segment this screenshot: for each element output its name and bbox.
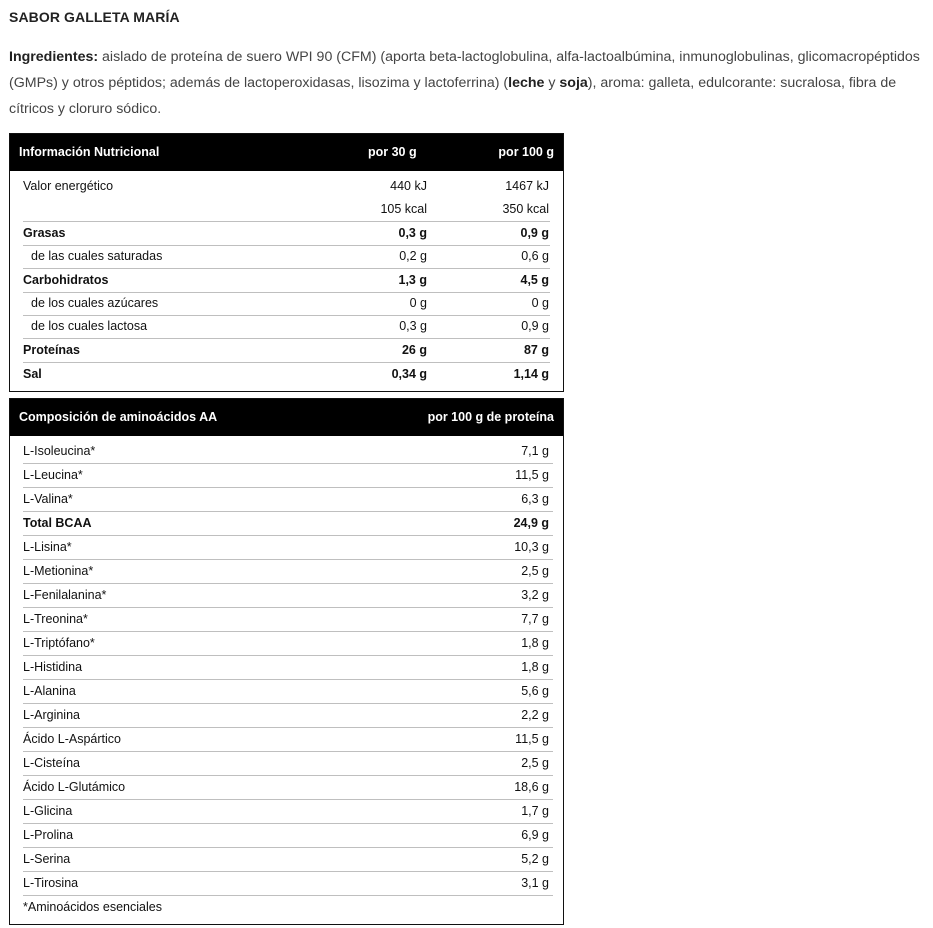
amino-row-value: 1,8 g xyxy=(521,660,549,674)
amino-footnote: *Aminoácidos esenciales xyxy=(23,900,162,914)
row-divider xyxy=(23,847,553,848)
amino-row-value: 24,9 g xyxy=(513,516,549,530)
amino-row-value: 11,5 g xyxy=(515,468,549,482)
amino-acid-table xyxy=(9,398,564,925)
ingredients-text xyxy=(9,44,927,122)
amino-row-value: 3,1 g xyxy=(521,876,549,890)
nutrition-row-per100: 0,6 g xyxy=(521,249,549,263)
nutrition-row-label: de los cuales lactosa xyxy=(31,319,148,333)
amino-table-header xyxy=(10,399,563,436)
ingredients-part-2: y xyxy=(544,75,560,91)
amino-row-label: L-Arginina xyxy=(23,708,80,722)
amino-row-label: L-Alanina xyxy=(23,684,76,698)
amino-row-value: 5,2 g xyxy=(521,852,549,866)
nutrition-row-label: de los cuales azúcares xyxy=(31,296,159,310)
amino-row-label: Total BCAA xyxy=(23,516,92,530)
amino-row-label: L-Fenilalanina* xyxy=(23,588,107,602)
amino-row-value: 7,1 g xyxy=(521,444,549,458)
amino-row-label: L-Cisteína xyxy=(23,756,80,770)
row-divider xyxy=(23,631,553,632)
nutrition-row-per30: 0,34 g xyxy=(391,367,427,381)
row-divider xyxy=(23,679,553,680)
row-divider xyxy=(23,338,550,339)
nutrition-row-label: Grasas xyxy=(23,226,66,240)
nutrition-row-label: Carbohidratos xyxy=(23,273,109,287)
nutrition-row-per30: 105 kcal xyxy=(380,202,427,216)
amino-row-value: 7,7 g xyxy=(521,612,549,626)
nutrition-row-per100: 0,9 g xyxy=(521,319,549,333)
amino-row-label: L-Valina* xyxy=(23,492,73,506)
nutrition-header-per100: por 100 g xyxy=(498,145,554,159)
row-divider xyxy=(23,703,553,704)
amino-row-value: 1,7 g xyxy=(521,804,549,818)
row-divider xyxy=(23,655,553,656)
nutrition-table-header xyxy=(10,134,563,171)
row-divider xyxy=(23,535,553,536)
amino-row-value: 18,6 g xyxy=(514,780,549,794)
nutrition-header-label: Información Nutricional xyxy=(19,145,160,159)
amino-row-label: Ácido L-Glutámico xyxy=(23,780,126,794)
nutrition-row-per30: 0,3 g xyxy=(399,319,427,333)
row-divider xyxy=(23,871,553,872)
allergen-milk: leche xyxy=(508,75,545,91)
nutrition-row-label: Valor energético xyxy=(23,179,114,193)
nutrition-row-per30: 1,3 g xyxy=(398,273,427,287)
page-title: SABOR GALLETA MARÍA xyxy=(9,9,180,25)
nutrition-row-per100: 87 g xyxy=(523,343,549,357)
nutrition-row-label: Proteínas xyxy=(23,343,80,357)
row-divider xyxy=(23,823,553,824)
amino-row-label: L-Lisina* xyxy=(23,540,72,554)
nutrition-row-per100: 0 g xyxy=(531,296,549,310)
amino-row-value: 11,5 g xyxy=(515,732,549,746)
row-divider xyxy=(23,607,553,608)
nutrition-row-per100: 4,5 g xyxy=(520,273,549,287)
amino-row-label: L-Prolina xyxy=(23,828,74,842)
row-divider xyxy=(23,799,553,800)
allergen-soy: soja xyxy=(559,75,588,91)
amino-row-value: 3,2 g xyxy=(521,588,549,602)
nutrition-header-per30: por 30 g xyxy=(368,145,417,159)
nutrition-row-label: Sal xyxy=(23,367,42,381)
ingredients-part-3: ), aroma: galleta, edulcorante: sucralosa, fibra de cítricos y cloruro sódico. xyxy=(9,75,897,117)
amino-row-label: L-Serina xyxy=(23,852,71,866)
amino-row-value: 6,9 g xyxy=(521,828,549,842)
nutrition-row-per100: 1467 kJ xyxy=(505,179,549,193)
nutrition-row-per100: 0,9 g xyxy=(520,226,549,240)
amino-row-label: L-Metionina* xyxy=(23,564,94,578)
nutrition-row-per30: 0,2 g xyxy=(399,249,427,263)
row-divider xyxy=(23,559,553,560)
amino-row-label: L-Histidina xyxy=(23,660,83,674)
ingredients-label: Ingredientes: xyxy=(9,49,99,65)
amino-header-label: Composición de aminoácidos AA xyxy=(19,410,218,424)
nutrition-row-per30: 26 g xyxy=(401,343,427,357)
ingredients-part-1: aislado de proteína de suero WPI 90 (CFM) (aporta beta-lactoglobulina, alfa-lactoalbúmina, inmunoglobulinas, glicomacropéptidos (GMPs) y otros péptidos; además de lactoperoxidasas, lisozima y lactoferrina) ( xyxy=(9,49,920,91)
row-divider xyxy=(23,511,553,512)
nutrition-table xyxy=(9,133,564,392)
row-divider xyxy=(23,362,550,363)
amino-header-per100-protein: por 100 g de proteína xyxy=(427,410,554,424)
row-divider xyxy=(23,751,553,752)
amino-row-value: 2,5 g xyxy=(521,564,549,578)
nutrition-row-per30: 0 g xyxy=(409,296,427,310)
amino-row-label: L-Leucina* xyxy=(23,468,83,482)
amino-row-value: 5,6 g xyxy=(521,684,549,698)
nutrition-row-label: de las cuales saturadas xyxy=(31,249,163,263)
amino-row-label: L-Triptófano* xyxy=(23,636,95,650)
row-divider xyxy=(23,487,553,488)
amino-row-label: L-Isoleucina* xyxy=(23,444,96,458)
amino-row-label: L-Treonina* xyxy=(23,612,88,626)
nutrition-row-per100: 350 kcal xyxy=(502,202,549,216)
nutrition-row-per30: 0,3 g xyxy=(398,226,427,240)
amino-row-label: L-Glicina xyxy=(23,804,73,818)
amino-row-value: 10,3 g xyxy=(514,540,549,554)
row-divider xyxy=(23,221,550,222)
amino-row-value: 2,5 g xyxy=(521,756,549,770)
amino-row-value: 2,2 g xyxy=(521,708,549,722)
row-divider xyxy=(23,463,553,464)
amino-row-value: 6,3 g xyxy=(521,492,549,506)
amino-row-label: Ácido L-Aspártico xyxy=(23,732,121,746)
amino-row-value: 1,8 g xyxy=(521,636,549,650)
amino-row-label: L-Tirosina xyxy=(23,876,79,890)
nutrition-row-per30: 440 kJ xyxy=(390,179,427,193)
nutrition-row-per100: 1,14 g xyxy=(513,367,549,381)
